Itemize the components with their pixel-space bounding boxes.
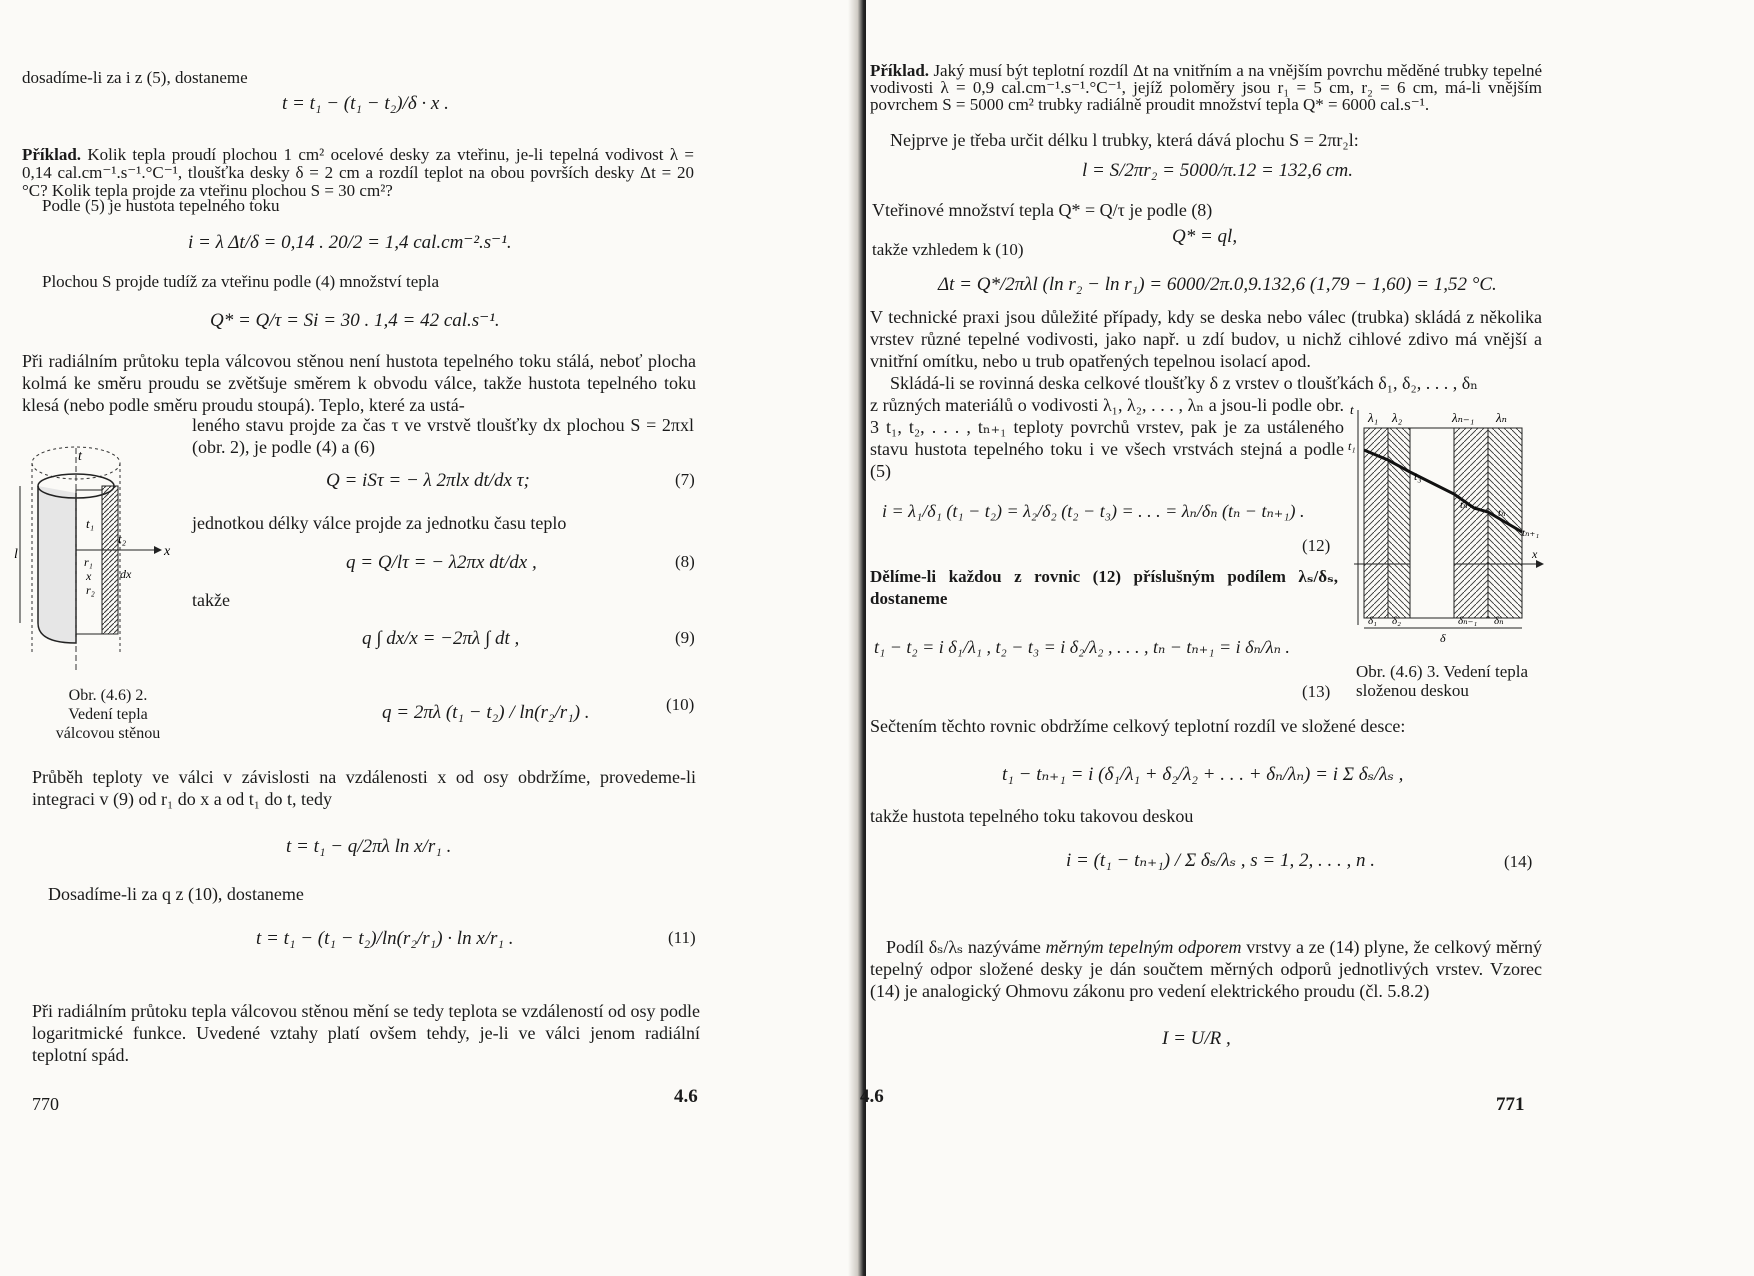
fig2-caption-line-1: Obr. (4.6) 2. xyxy=(68,687,148,704)
right-example xyxy=(870,62,1542,113)
equation-11: t = t₁ − (t₁ − t₂)/ln(r₂/r₁) · ln x/r₁ . xyxy=(256,928,514,949)
fig3-label-t3: t₃ xyxy=(1414,469,1422,483)
fig3-label-delta2: δ₂ xyxy=(1392,615,1401,627)
equation-11-number: (11) xyxy=(668,928,696,947)
right-line-sum: Sečtením těchto rovnic obdržíme celkový teplotní rozdíl ve složené desce: xyxy=(870,716,1406,736)
left-radial-paragraph-a: Při radiálním průtoku tepla válcovou stěnou není hustota tepelného toku stálá, neboť plocha kolmá ke směru proudu se zvětšuje směrem k obvodu válce, takže hustota tepelného toku klesá (nebo podle směru proudu stoupá). Teplo, které za ustá- xyxy=(22,351,696,415)
fig2-caption xyxy=(48,686,168,743)
equation-8: q = Q/lτ = − λ2πx dt/dx , xyxy=(346,552,537,573)
left-line-7: Dosadíme-li za q z (10), dostaneme xyxy=(48,884,304,904)
left-equation-2: i = λ Δt/δ = 0,14 . 20/2 = 1,4 cal.cm⁻².s⁻¹. xyxy=(188,232,512,253)
fig3-label-delta-n: δₙ xyxy=(1494,615,1504,627)
fig2-label-x: x xyxy=(86,569,92,583)
equation-7-number: (7) xyxy=(675,470,695,489)
cylinder-wall-figure xyxy=(14,418,174,680)
equation-10-number: (10) xyxy=(666,695,695,714)
resistance-text-b: vrstvy a ze (14) plyne, že celkový měrný tepelný odpor složené desky je dán součtem měrných odporů jednotlivých vrstev. Vzorec (14) je analogický Ohmovu zákonu pro vedení elektrického proudu (čl. 5.8.2) xyxy=(870,937,1543,1001)
left-page xyxy=(0,0,862,1276)
fig2-label-t2: t₂ xyxy=(118,531,127,546)
fig3-label-delta1: δ₁ xyxy=(1368,615,1377,627)
fig3-label-tn: tₙ xyxy=(1498,507,1506,519)
right-equation-3: Δt = Q*/2πλl (ln r₂ − ln r₁) = 6000/2π.0,9.132,6 (1,79 − 1,60) = 1,52 °C. xyxy=(938,274,1497,295)
fig3-label-t1: t₁ xyxy=(1348,439,1356,453)
left-paragraph-log: Při radiálním průtoku tepla válcovou stěnou mění se tedy teplota se vzdáleností od osy podle logaritmické funkce. Uvedené vztahy platí ovšem tehdy, je-li ve válci jenom radiální teplotní spád. xyxy=(32,1001,700,1065)
right-paragraph-resistance xyxy=(870,936,1542,1002)
left-line-4: jednotkou délky válce projde za jednotku času teplo xyxy=(192,513,567,533)
left-example-text: Kolik tepla proudí plochou 1 cm² ocelové desky za vteřinu, je-li tepelná vodivost λ = 0,14 cal.cm⁻¹.s⁻¹.°C⁻¹, tloušťka desky δ = 2 cm a rozdíl teplot na obou površích desky Δt = 20 °C? Kolik tepla projde za vteřinu plochou S = 30 cm²? xyxy=(22,145,694,200)
fig3-label-t: t xyxy=(1350,402,1354,417)
left-line-5: takže xyxy=(192,590,230,610)
fig3-label-lambda2: λ₂ xyxy=(1392,410,1403,425)
left-line-3: Plochou S projde tudíž za vteřinu podle (4) množství tepla xyxy=(42,272,440,291)
left-example-label: Příklad. xyxy=(22,145,82,164)
fig2-label-r2: r₂ xyxy=(86,583,95,597)
fig2-label-dx: dx xyxy=(120,567,132,581)
left-section-number: 4.6 xyxy=(674,1086,698,1107)
fig2-label-l: l xyxy=(14,547,18,562)
resistance-text-a: Podíl δₛ/λₛ nazýváme xyxy=(886,937,1041,957)
equation-integral: t = t₁ − q/2πλ ln x/r₁ . xyxy=(286,836,452,857)
fig2-caption-line-3: válcovou stěnou xyxy=(55,725,161,742)
fig3-label-delta: δ xyxy=(1440,631,1446,645)
right-paragraph-layers: V technické praxi jsou důležité případy, kdy se deska nebo válec (trubka) skládá z několika vrstev různé tepelné vodivosti, jako např. u zdí budov, u nichž cihlové zdivo má vnější a vnitřní omítku, nebo u trub opatřených tepelnou isolací apod. xyxy=(870,307,1542,371)
right-equation-2: Q* = ql, xyxy=(1172,226,1238,247)
right-page-number: 771 xyxy=(1496,1094,1525,1115)
equation-7: Q = iSτ = − λ 2πlx dt/dx τ; xyxy=(326,470,530,491)
right-line-1: Nejprve je třeba určit délku l trubky, která dává plochu S = 2πr₂l: xyxy=(890,130,1359,150)
equation-ohm: I = U/R , xyxy=(1162,1028,1231,1049)
right-paragraph-plate-b: z různých materiálů o vodivosti λ₁, λ₂, . . . , λₙ a jsou-li podle obr. 3 t₁, t₂, . . . , tₙ₊₁ teploty povrchů vrstev, pak je za ustáleného stavu hustota tepelného toku i ve všech vrstvách stejná a podle (5) xyxy=(870,395,1344,481)
fig3-label-lambda-n: λₙ xyxy=(1496,410,1507,425)
equation-14: i = (t₁ − tₙ₊₁) / Σ δₛ/λₛ , s = 1, 2, . . . , n . xyxy=(1066,850,1376,871)
left-line-1: dosadíme-li za i z (5), dostaneme xyxy=(22,68,248,87)
right-paragraph-plate-a: Skládá-li se rovinná deska celkové tloušťky δ z vrstev o tloušťkách δ₁, δ₂, . . . , δₙ xyxy=(890,373,1479,393)
right-section-number: 4.6 xyxy=(860,1086,884,1107)
fig3-label-tnp1: tₙ₊₁ xyxy=(1522,527,1540,539)
fig2-caption-line-2: Vedení tepla xyxy=(68,706,148,723)
equation-10: q = 2πλ (t₁ − t₂) / ln(r₂/r₁) . xyxy=(382,702,590,723)
left-equation-1: t = t₁ − (t₁ − t₂)/δ · x . xyxy=(282,93,449,114)
resistance-term: měrným tepelným odporem xyxy=(1045,937,1242,957)
equation-12: i = λ₁/δ₁ (t₁ − t₂) = λ₂/δ₂ (t₂ − t₃) = . . . = λₙ/δₙ (tₙ − tₙ₊₁) . xyxy=(882,501,1305,521)
right-page xyxy=(860,0,1754,1276)
equation-13-number: (13) xyxy=(1302,682,1331,701)
fig3-label-lambda1: λ₁ xyxy=(1368,410,1379,425)
equation-9-number: (9) xyxy=(675,628,695,647)
fig3-caption: Obr. (4.6) 3. Vedení tepla složenou deskou xyxy=(1356,662,1529,700)
equation-sum: t₁ − tₙ₊₁ = i (δ₁/λ₁ + δ₂/λ₂ + . . . + δₙ/λₙ) = i Σ δₛ/λₛ , xyxy=(1002,764,1404,785)
fig3-label-x: x xyxy=(1532,547,1538,561)
right-example-text: Jaký musí být teplotní rozdíl Δt na vnitřním a na vnějším povrchu měděné trubky tepelné vodivosti λ = 0,9 cal.cm⁻¹.s⁻¹.°C⁻¹, jejíž poloměry jsou r₁ = 5 cm, r₂ = 6 cm, má-li vnějším povrchem S = 5000 cm² trubky radiálně proudit množství tepla Q* = 6000 cal.s⁻¹. xyxy=(870,61,1543,114)
left-radial-paragraph-b: leného stavu projde za čas τ ve vrstvě tloušťky dx plochou S = 2πxl (obr. 2), je podle (4) a (6) xyxy=(192,415,694,457)
equation-9: q ∫ dx/x = −2πλ ∫ dt , xyxy=(362,628,520,649)
left-example xyxy=(22,146,694,200)
fig2-label-t1: t₁ xyxy=(86,516,95,531)
left-line-2: Podle (5) je hustota tepelného toku xyxy=(42,196,280,215)
right-equation-1: l = S/2πr₂ = 5000/π.12 = 132,6 cm. xyxy=(1082,160,1353,181)
fig3-label-lambda-n1: λₙ₋₁ xyxy=(1452,410,1475,425)
right-line-3: takže vzhledem k (10) xyxy=(872,240,1024,259)
right-line-density: takže hustota tepelného toku takovou deskou xyxy=(870,806,1194,826)
fig2-label-r1: r₁ xyxy=(84,555,93,569)
left-page-number: 770 xyxy=(32,1094,59,1114)
right-line-divide: Dělíme-li každou z rovnic (12) příslušným podílem λₛ/δₛ, dostaneme xyxy=(870,567,1338,608)
fig2-label-t: t xyxy=(78,449,82,464)
fig3-label-tn1: tₙ₋₁ xyxy=(1460,499,1478,511)
right-line-2: Vteřinové množství tepla Q* = Q/τ je podle (8) xyxy=(872,200,1213,220)
equation-8-number: (8) xyxy=(675,552,695,571)
equation-13: t₁ − t₂ = i δ₁/λ₁ , t₂ − t₃ = i δ₂/λ₂ , . . . , tₙ − tₙ₊₁ = i δₙ/λₙ . xyxy=(874,637,1290,657)
left-paragraph-profile: Průběh teploty ve válci v závislosti na vzdálenosti x od osy obdržíme, provedeme-li integraci v (9) od r₁ do x a od t₁ do t, tedy xyxy=(32,767,696,809)
fig3-label-delta-n1: δₙ₋₁ xyxy=(1458,615,1478,627)
layered-plate-figure xyxy=(1344,400,1544,660)
left-equation-3: Q* = Q/τ = Si = 30 . 1,4 = 42 cal.s⁻¹. xyxy=(210,310,500,331)
right-example-label: Příklad. xyxy=(870,61,930,80)
equation-14-number: (14) xyxy=(1504,852,1533,871)
equation-12-number: (12) xyxy=(1302,536,1331,555)
fig2-label-x-axis: x xyxy=(164,544,171,559)
